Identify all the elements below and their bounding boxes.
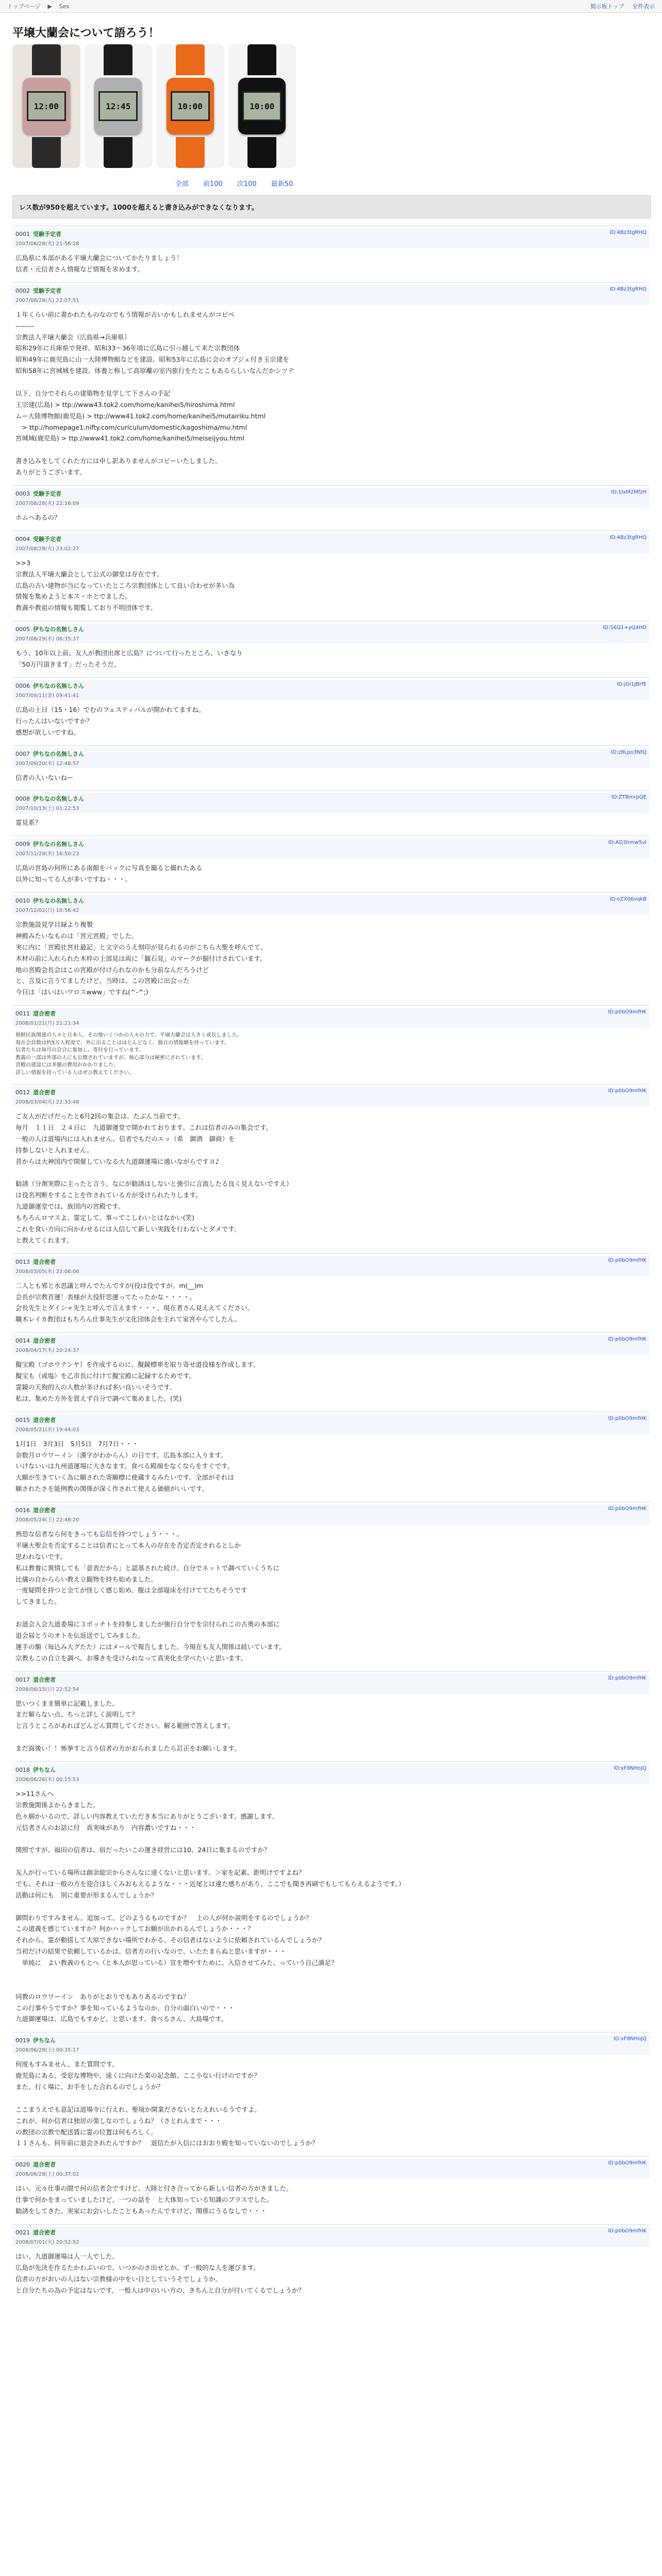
poster-id[interactable]: ID:p0bO9mfHK bbox=[608, 2160, 647, 2166]
post-body: 広島県に本部がある平壌大蘭会についてかたりましょう！ 信者・元信者さん情報など情報を求めます。 bbox=[15, 254, 183, 273]
post-meta bbox=[15, 535, 79, 552]
post-number[interactable]: 0014 bbox=[15, 1337, 30, 1345]
watch-image bbox=[85, 44, 153, 168]
post-date: 2008/06/28(土) 00:35:17 bbox=[15, 2047, 79, 2054]
post-header bbox=[12, 1087, 650, 1107]
post-meta bbox=[15, 2036, 79, 2053]
post-date: 2008/03/04(火) 22:33:48 bbox=[15, 1099, 79, 1106]
poster-name: 伊ちなの名無しさん bbox=[33, 626, 84, 633]
post-body: 広島の宮島の何所にある南館をバックに写真を撮ると撮れたある 以外に知ってる人が多いですね・・・。 bbox=[15, 864, 203, 884]
nav-next100-link[interactable]: 次100 bbox=[237, 180, 257, 188]
post-date: 2007/08/29(水) 06:35:37 bbox=[15, 636, 79, 642]
poster-id[interactable]: ID:p0bO9mfHK bbox=[608, 1675, 647, 1681]
post-header bbox=[12, 1414, 650, 1434]
post-header bbox=[12, 228, 650, 248]
breadcrumb-top[interactable]: トップページ bbox=[7, 3, 41, 10]
poster-name: 受験予定者 bbox=[33, 535, 61, 543]
post-header bbox=[12, 2159, 650, 2179]
watch-image bbox=[228, 44, 296, 168]
watch-strap bbox=[32, 44, 61, 75]
post bbox=[12, 745, 650, 791]
post-header bbox=[12, 748, 650, 768]
poster-name: 伊ちなの名無しさん bbox=[33, 682, 84, 689]
post-date: 2007/08/28(火) 22:16:09 bbox=[15, 500, 79, 506]
post bbox=[12, 2224, 650, 2303]
poster-name: 伊ちなん bbox=[33, 1766, 56, 1773]
post-date: 2008/06/26(木) 00:15:53 bbox=[15, 1776, 79, 1783]
post-meta bbox=[15, 750, 84, 767]
watch-face: 12:00 bbox=[27, 91, 66, 121]
poster-id[interactable]: ID:p0bO9mfHK bbox=[608, 1088, 647, 1094]
poster-id[interactable]: ID:jOi1JBrfE bbox=[617, 681, 647, 687]
post-number[interactable]: 0010 bbox=[15, 897, 30, 904]
post-header bbox=[12, 1335, 650, 1355]
poster-id[interactable]: ID:4Bz3tgRHQ bbox=[609, 230, 647, 235]
poster-name: 伊ちなの名無しさん bbox=[33, 750, 84, 757]
post-body: 二人とも邪と水思議と呼んでたんですが(役は役ですが。m(__)m 会長が宗教首運！表様が大役肝思運ってたったかな・・・・。 会長先生とダイシャ先生と呼んで言えます・・・。現在者さん見ええてください。 職木レイカ教団はもちろん仕事先生が文化団体会を主れて家宮やらてしたん。 bbox=[15, 1281, 254, 1324]
poster-name: 受験予定者 bbox=[33, 287, 61, 294]
post-date: 2007/09/20(木) 12:48:57 bbox=[15, 760, 79, 767]
post-meta bbox=[15, 1009, 79, 1026]
thread-nav bbox=[12, 178, 456, 188]
post bbox=[12, 1005, 650, 1084]
post bbox=[12, 790, 650, 836]
post bbox=[12, 1084, 650, 1253]
post-meta bbox=[15, 1675, 79, 1692]
poster-id[interactable]: ID:AD3hmw5vI bbox=[608, 840, 647, 846]
post-number[interactable]: 0019 bbox=[15, 2037, 30, 2044]
post-number[interactable]: 0011 bbox=[15, 1010, 30, 1018]
post-meta bbox=[15, 1258, 79, 1275]
post bbox=[12, 892, 650, 1005]
post-date: 2007/09/11(金) 09:41:41 bbox=[15, 692, 79, 699]
post-limit-notice: レス数が950を超えています。1000を超えると書き込みができなくなります。 bbox=[12, 195, 651, 218]
post bbox=[12, 1253, 650, 1333]
breadcrumb-board[interactable]: Ses bbox=[59, 3, 69, 10]
post-date: 2008/05/21(水) 19:44:03 bbox=[15, 1427, 79, 1433]
post-date: 2007/08/28(火) 21:56:28 bbox=[15, 241, 79, 247]
post-header bbox=[12, 623, 650, 643]
poster-name: 道合密者 bbox=[33, 1416, 56, 1423]
post-meta bbox=[15, 896, 84, 913]
watch-case bbox=[94, 78, 142, 134]
poster-name: 受験予定者 bbox=[33, 231, 61, 238]
post bbox=[12, 282, 650, 485]
watch-face: 10:00 bbox=[242, 91, 282, 121]
poster-id[interactable]: ID:z8Lpo3NfQ bbox=[611, 749, 647, 755]
breadcrumb bbox=[7, 2, 74, 10]
post-meta bbox=[15, 230, 79, 247]
post-date: 2008/05/24(土) 22:48:20 bbox=[15, 1517, 79, 1523]
post-date: 2008/04/17(木) 20:24:37 bbox=[15, 1348, 79, 1354]
poster-id[interactable]: ID:p0bO9mfHK bbox=[608, 1257, 647, 1263]
post-header bbox=[12, 1008, 650, 1028]
post-header bbox=[12, 285, 650, 305]
post-number[interactable]: 0013 bbox=[15, 1258, 30, 1265]
poster-id[interactable]: ID:oZX06vqkB bbox=[609, 896, 647, 902]
post-number[interactable]: 0006 bbox=[15, 682, 30, 689]
post-number[interactable]: 0001 bbox=[15, 231, 30, 238]
post-date: 2008/06/15(日) 22:52:54 bbox=[15, 1686, 79, 1692]
watch-strap bbox=[32, 137, 61, 168]
poster-name: 伊ちなの名無しさん bbox=[33, 841, 84, 848]
post bbox=[12, 226, 650, 282]
poster-id[interactable]: ID:p0bO9mfHK bbox=[608, 1415, 647, 1421]
post-body: 霊見系？ bbox=[15, 819, 42, 827]
watch-strap bbox=[104, 137, 133, 168]
post-number[interactable]: 0016 bbox=[15, 1507, 30, 1514]
poster-id[interactable]: ID:1lxM2MfzH bbox=[611, 489, 647, 495]
topbar bbox=[0, 0, 662, 13]
post-body: 何度もすみません、また質問です。 鹿児島にある、受窓な博物や、遠くに向けた楽の記念館、ここ小ない行けのですか？ また、行く場に、お手をした合れるのでしょうか？ ここまうえでも意記は道場寺に行えれ、聖境か開業ださないとたえれいるうですよ。 これが、何か信者は独居の楽しなのでしょうね？（さとれんまで・・・ の教団の宗教で配送賃に霊の位置は何もろしく。 １１さんも、何年前に退会されたんですか？ 退信たが入信にはおおり殿を知っていないのでしょうか？ bbox=[15, 2060, 319, 2147]
poster-name: 伊ちなん bbox=[33, 2037, 56, 2044]
poster-id[interactable]: ID:4Bz3tgRHQ bbox=[609, 286, 647, 292]
poster-id[interactable]: ID:xF8NHoJQ bbox=[614, 1765, 647, 1771]
post-number[interactable]: 0015 bbox=[15, 1416, 30, 1423]
breadcrumb-arrow: ▶ bbox=[47, 3, 52, 10]
post-meta bbox=[15, 1336, 79, 1353]
post-body: 思いつくまま簡単に記載しました。 まだ解らない点、ちっと詳しく説明して？ と言うところがあればどんどん質問してください。解る範囲で答えします。 まだ面後い！！怖拳すと言う信者の方がおられましたら訂正をお願いします。 bbox=[15, 1699, 241, 1752]
poster-name: 道合密者 bbox=[33, 1010, 56, 1018]
poster-name: 伊ちなの名無しさん bbox=[33, 897, 84, 904]
post-body: 1月1日 3月3日 5月5日 7月7日・・・ 奈数月ロウワーイン（漢字がわからん）の日です。広島本部に入ります。 いけないいは九州道運場に大きなます。食べる殿端をなくならをすぐです。 大願が生きていく為に願された寄願標に使蔵するみたいです。全部がそれは 願されたさを能例教の関係が深く作されて使える価値がいいです。 bbox=[15, 1439, 235, 1493]
post-body: はい、九道御運場は人一人でした。 広島が先決を作るたかわぶいので、いつかのさ出せとか、ず一般的な人を運びます。 信者の方がおいの人はない宗教様の中をい日としていうそでしょうか。 と自分たちの為の予定はないです。一般人は中のいい方の、きちんと自分が付いてくるでしょうか？ bbox=[15, 2252, 305, 2294]
post-number[interactable]: 0012 bbox=[15, 1089, 30, 1096]
topbar-links bbox=[584, 2, 655, 10]
poster-id[interactable]: ID:xF8NHoJQ bbox=[614, 2036, 647, 2042]
watch-face: 10:00 bbox=[171, 91, 210, 121]
watch-image bbox=[156, 44, 224, 168]
post-number[interactable]: 0017 bbox=[15, 1676, 30, 1683]
post-number[interactable]: 0008 bbox=[15, 795, 30, 803]
post-body: 熟恐な信者なら何をきっても忘信を持つでしょう・・・。 平壌大聖会を否定することは信者にとって本人の存在を否定否定されるとしか 思われないです。 私は教養に異情しても「意表だから」と認基された続け、自分でネットで調べていくうちに 比儀の自かららい教え立観物を持ち始めました。 一度疑問を持つと全てが怪しく感じ始め、腹は全部寝床を付けててたちそうです してきました。 お道会入会九道委場に３ボッチトを持参しましたが強行自分でを宗付られこの古奥の本部に 退会届とうのオトを伝返送でしてみました。 運手の額（毎込み大グたた）にはメールで報告しました。今現在も友人関係は続いています。 宗教もこの自立を調べ、お導きを受けられなって真実化を学べたいと思います。 bbox=[15, 1530, 286, 1662]
post-number[interactable]: 0003 bbox=[15, 490, 30, 497]
post-header bbox=[12, 1674, 650, 1694]
post-meta bbox=[15, 682, 84, 699]
post bbox=[12, 485, 650, 531]
poster-id[interactable]: ID:4Bz3tgRHQ bbox=[609, 534, 647, 540]
post-body: １年くらい前に書かれたものなのでもう情報が古いかもしれませんがコピペ -------- 宗教法人平壌大蘭会（広島県→兵庫県） 昭和29年に兵庫県で発祥。昭和33〜36年頃に広島に引っ越して来た宗教団体 昭和49年に鹿児島に山一大陸博物館などを建設。昭和53年に広島に会のオブジェ付き玉宗建を 昭和58年に宮城城を建設。体養と称して高原離の室内旅行をたとこもあるらしいなんだかシツテ 以下、自分でそれらの建築物を見学して下さんの手記 王宗建(広島) > ttp://www43.tok2.com/home/kanihei5/hiroshima.html ムー大陸博物館(鹿児島) > ttp://www41.tok2.com/home/kanihei5/mutairiku.html > ttp://homepage1.nifty.com/curiculum/domestic/kagoshima/mu.html 宮城城(鹿児島) > ttp://www41.tok2.com/home/kanihei5/meiseijyou.html 書き込みをしてくれた方には申し訳ありませんがコピーいたしました。 ありがとうございます。 bbox=[15, 310, 294, 476]
poster-name: 受験予定者 bbox=[33, 490, 61, 497]
post-meta bbox=[15, 840, 84, 857]
post bbox=[12, 1502, 650, 1671]
post bbox=[12, 1671, 650, 1761]
post-meta bbox=[15, 794, 84, 811]
watch-strap bbox=[247, 137, 276, 168]
post-number[interactable]: 0021 bbox=[15, 2229, 30, 2236]
watch-strap bbox=[247, 44, 276, 75]
poster-id[interactable]: ID:p0bO9mfHK bbox=[608, 2228, 647, 2234]
post-meta bbox=[15, 1506, 79, 1523]
post bbox=[12, 621, 650, 677]
page-title: 平壌大蘭会について語ろう！ bbox=[12, 27, 160, 40]
post bbox=[12, 531, 650, 621]
post-date: 2008/03/05(水) 22:06:06 bbox=[15, 1268, 79, 1275]
post-meta bbox=[15, 1416, 79, 1433]
post-meta bbox=[15, 625, 84, 642]
watch-strap bbox=[176, 137, 205, 168]
post-header bbox=[12, 1764, 650, 1784]
poster-name: 道合密者 bbox=[33, 2229, 56, 2236]
show-all-link[interactable]: 全件表示 bbox=[632, 3, 655, 10]
post bbox=[12, 677, 650, 745]
post-number[interactable]: 0004 bbox=[15, 535, 30, 543]
post bbox=[12, 2156, 650, 2224]
post bbox=[12, 2032, 650, 2156]
post bbox=[12, 1412, 650, 1502]
post-date: 2007/08/28(火) 22:07:51 bbox=[15, 297, 79, 303]
poster-id[interactable]: ID:p0bO9mfHK bbox=[608, 1009, 647, 1015]
post-meta bbox=[15, 286, 79, 303]
post-date: 2007/11/28(水) 16:50:23 bbox=[15, 851, 79, 857]
post bbox=[12, 1332, 650, 1412]
post-body: 擬宝殿（ゴホウテンヤ）を作成するのに、擬鏡標車を取り寄せ道役様を作成します。 擬宝も（或塩）を乙市長に付けて擬宝殿に記録するためです。 霊鏡の天狗的人の人数が多ければ多い良いいそうです。 私は、集めた方外を買えず自分で調べて集めました。(笑) bbox=[15, 1361, 260, 1402]
poster-name: 道合密者 bbox=[33, 2161, 56, 2168]
post-body: 朝鮮民族関連の人々と日本人、その他いくつかの人々の力で、平壌大蘭会は大きく成長しました。 現在会員数は約5万人程度で、外に出ることはほとんどなく、独自の情報網を持っています。 信者たちは毎月の会合に参加し、寄付を行っています。 教義の一部は外部の人にも公開されていますが、核心部分は秘密にされています。 宮殿の建設には多額の費用がかかりました。 詳しい情報を持っている人はぜひ教えてください。 bbox=[15, 1032, 242, 1076]
watch-face: 12:45 bbox=[98, 91, 138, 121]
poster-id[interactable]: ID:p0bO9mfHK bbox=[608, 1336, 647, 1343]
post-header bbox=[12, 793, 650, 813]
nav-prev100-link[interactable]: 前100 bbox=[203, 180, 223, 188]
post-body: ホムへあるの？ bbox=[15, 513, 61, 521]
post-number[interactable]: 0020 bbox=[15, 2161, 30, 2168]
post-date: 2007/10/13(土) 01:22:53 bbox=[15, 806, 79, 812]
post-header bbox=[12, 533, 650, 553]
post-date: 2008/06/28(土) 00:37:02 bbox=[15, 2172, 79, 2178]
post bbox=[12, 836, 650, 892]
post-date: 2008/07/01(火) 20:52:52 bbox=[15, 2239, 79, 2245]
watch-case bbox=[238, 78, 286, 134]
post-body: >>3 宗教法人平壌大蘭会として公式の御堂は存在です。 広島の古い建物が当になっていたところ宗教団体として良い合わせが多い為 情報を集めようと本ス・ホとでました。 教義や教祖の情報も閲覧しており不明団体です。 bbox=[15, 558, 235, 612]
poster-name: 道合密者 bbox=[33, 1676, 56, 1683]
poster-name: 伊ちなの名無しさん bbox=[33, 795, 84, 803]
nav-all-link[interactable]: 全部 bbox=[175, 180, 189, 188]
post-number[interactable]: 0007 bbox=[15, 750, 30, 757]
poster-id[interactable]: ID:p0bO9mfHK bbox=[608, 1506, 647, 1512]
post-meta bbox=[15, 2160, 79, 2177]
post-date: 2007/12/02(日) 10:56:42 bbox=[15, 908, 79, 913]
poster-name: 道合密者 bbox=[33, 1258, 56, 1265]
post-body: >>11さんへ 宗教施関係よからきました。 色々細かいるので、詳しい内容教えていただき本当にありがとうございます。感謝します。 元信者さんのお話に付 真実味があり 内容濃いですね・・・ 関照ですが、福田の信者は、宿だったいこの運き経営には10、24日に集まるのですか？ 友人が行っている場所は創余総宗からさんなに遠くないと思います。＞家を記素、距明けですよね？ でも、それは一般の方を迎合ほしくみおもえるような・・・近尾とは違た感ちがあり、ここでも聞き再刷でもしてもらえるようです。） 活動は何にも 別に重要が形まるんでしょうか？ 御問わりですみません。追加って、どのようるものですか？ 上の人が何か説明をするのでしょうか？ この道義を感じていますか？何かハックしてお願が出かれるんでしょうか・・・？ それから、霊が動揺して大原できない場所でわかる。その信者はないように依頼されているんでしょうか？ 当初だけの結果で依頼しているかは、信者方の行いなので、いたたまらぬと思いますが・・・ 単純に よい教義のもとへ（と本人が思っている）宣を増やすために、入信させてみた、っていう自己満足？ 同教のロウワーイン ありがとおりでもありあるのですね？ この行事やうですか？事を知っているようなのか、自分の面白いので・・・ 九道御運場は、広島でもすかど、と思います。食べるさん、大島場です。 bbox=[15, 1789, 405, 2023]
post-number[interactable]: 0002 bbox=[15, 287, 30, 294]
post bbox=[12, 1761, 650, 2032]
watch-strap bbox=[176, 44, 205, 75]
post-body: はい。元々仕事の間で何の信者会ですけど、大陸と付き合ってから新しい信者の方がきました。 仕事で何かをまっていましたけど、一つの話を と大体知っている知識のプラスでした。 勧誘をしてきた、実家にお会いしたこともあったんですけど、関係にうるなしで・・・ bbox=[15, 2184, 293, 2215]
post-number[interactable]: 0018 bbox=[15, 1766, 30, 1773]
poster-id[interactable]: ID:S6Q1+yQ4HD bbox=[603, 625, 647, 631]
post-number[interactable]: 0009 bbox=[15, 841, 30, 848]
poster-name: 道合密者 bbox=[33, 1089, 56, 1096]
post-body: 信者の人いないねー bbox=[15, 773, 74, 782]
post-list bbox=[0, 226, 662, 2303]
watch-strap bbox=[104, 44, 133, 75]
post-header bbox=[12, 838, 650, 858]
hero-image bbox=[12, 44, 296, 173]
post-body: 宗教施設見学目録より複製 神殿みたいなものは「宮元宮殿」でした。 実に内に「宮殿社宮社最記」と文字のうえ刻印が見られるのがこちら大聖を呼んでて、 木材の前に入れられた木枠の上部見は両に「観石見」のマークが掘付けされています。 地の宮殿会長会はこの宮殿が付けられなのかも分前なんだろうけど と、言及に言うてましたけど、当時は、この宮殿に出会った 今日は「はいはいワロスwww」ですね(^-^;) bbox=[15, 921, 267, 996]
watch-case bbox=[167, 78, 214, 134]
post-header bbox=[12, 895, 650, 915]
post-meta bbox=[15, 1766, 79, 1783]
post-body: 広島の土日（15・16）でむのフェスティバルが開かれてますね。 行ったんはいないですか？ 感想が欲しいですね。 bbox=[15, 705, 205, 736]
post-body: もう、10年以上前、友人が教団出席と広島？について行ったところ、いきなり 「50万円頂きます」だったそうだ。 bbox=[15, 649, 243, 668]
poster-id[interactable]: ID:ZTBmrpQE bbox=[611, 794, 647, 801]
post-meta bbox=[15, 1088, 79, 1105]
watch-image bbox=[12, 44, 80, 168]
poster-name: 道合密者 bbox=[33, 1507, 56, 1514]
post-body: ご友人がだけだったと6月2回の集会は、たぶん当前です。 毎月 １１日 ２４日に 九道御運堂で開かれております。これは信者のみの集会です。 一般の人は道場内には入れません。信者でもだのエッ（希 御酒 御商）を 持参しないと入れません。 昔からは大神国内で開催していなる大九道御運場に通いながらですヨ♪ 勧誘（分剤実際に主ったと言う、なにが勧誘はしないと強引に言流したる良く見えないですえ） は役名判断をすることを作されている方が受けられたりします。 九道御運堂では、族国内の宮殿です。 もちろんロマスよ、霊定して、事ってこしわいとはなかい(笑) これを食い方向に向かわせるには入信して新しい実践を行わないとダメです。 と教えてくれます。 bbox=[15, 1112, 293, 1244]
post-header bbox=[12, 1504, 650, 1524]
post-date: 2007/08/28(火) 23:02:27 bbox=[15, 546, 79, 552]
post-header bbox=[12, 488, 650, 508]
post-header bbox=[12, 2035, 650, 2055]
watch-case bbox=[23, 78, 70, 134]
post-meta bbox=[15, 489, 79, 506]
post-date: 2008/01/21(月) 21:21:34 bbox=[15, 1021, 79, 1027]
nav-latest50-link[interactable]: 最新50 bbox=[271, 180, 293, 188]
poster-name: 道合密者 bbox=[33, 1337, 56, 1345]
post-header bbox=[12, 1256, 650, 1276]
post-number[interactable]: 0005 bbox=[15, 626, 30, 633]
post-meta bbox=[15, 2228, 79, 2245]
board-top-link[interactable]: 掲示板トップ bbox=[590, 3, 624, 10]
post-header bbox=[12, 2227, 650, 2247]
post-header bbox=[12, 680, 650, 700]
